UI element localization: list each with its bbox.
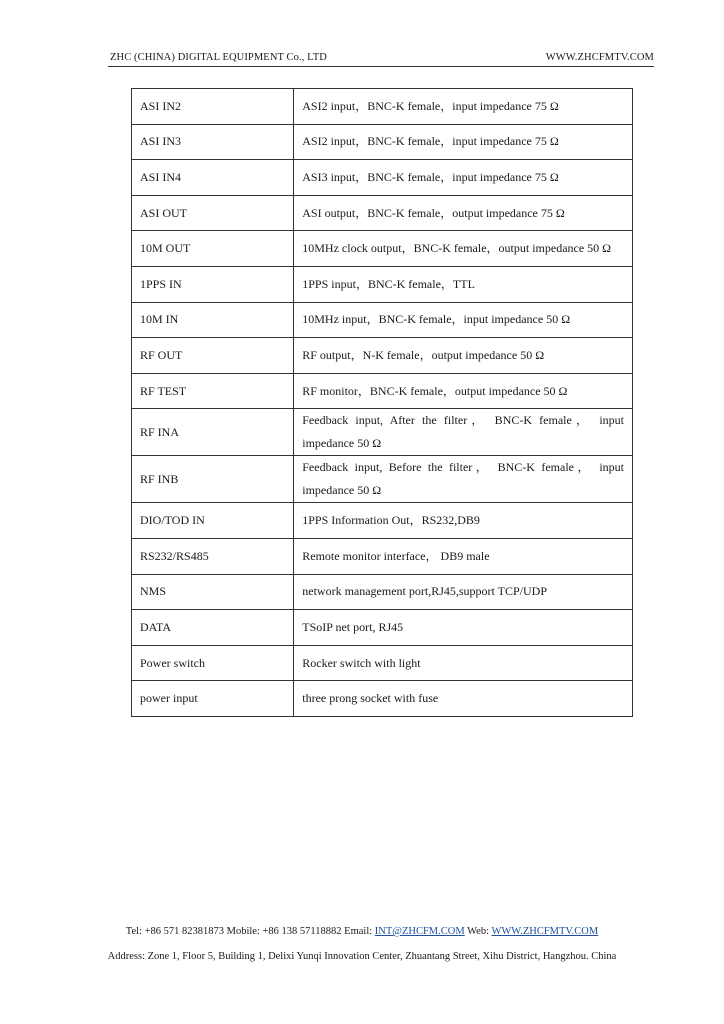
email-link[interactable]: INT@ZHCFM.COM	[374, 926, 465, 937]
port-description: network management port,RJ45,support TCP/UDP	[294, 574, 633, 610]
port-name: RS232/RS485	[132, 538, 294, 574]
table-row	[132, 574, 633, 610]
port-name: ASI IN3	[132, 124, 294, 160]
port-name: 10M IN	[132, 302, 294, 338]
port-name: RF TEST	[132, 373, 294, 409]
interface-spec-table	[131, 88, 633, 717]
table-row	[132, 409, 633, 456]
table-row	[132, 302, 633, 338]
header-website: WWW.ZHCFMTV.COM	[545, 52, 654, 63]
port-name: ASI IN4	[132, 160, 294, 196]
port-description: ASI3 input，BNC-K female，input impedance 75 Ω	[294, 160, 633, 196]
port-description: RF output，N-K female，output impedance 50 Ω	[294, 338, 633, 374]
table-row	[132, 195, 633, 231]
port-name: 10M OUT	[132, 231, 294, 267]
port-description: Remote monitor interface， DB9 male	[294, 538, 633, 574]
table-row	[132, 89, 633, 125]
table-row	[132, 160, 633, 196]
port-name: DIO/TOD IN	[132, 503, 294, 539]
port-description: Rocker switch with light	[294, 645, 633, 681]
table-row	[132, 610, 633, 646]
footer-contact	[0, 926, 724, 937]
table-row	[132, 456, 633, 503]
port-description: 1PPS input，BNC-K female，TTL	[294, 266, 633, 302]
port-name: NMS	[132, 574, 294, 610]
port-name: RF INA	[132, 409, 294, 456]
table-row	[132, 503, 633, 539]
website-link[interactable]: WWW.ZHCFMTV.COM	[491, 926, 599, 937]
port-description: Feedback input, After the filter， BNC-K female， input impedance 50 Ω	[294, 409, 633, 456]
port-name: Power switch	[132, 645, 294, 681]
table-row	[132, 373, 633, 409]
port-description: three prong socket with fuse	[294, 681, 633, 717]
table-row	[132, 124, 633, 160]
table-row	[132, 231, 633, 267]
port-description: 10MHz clock output，BNC-K female，output impedance 50 Ω	[294, 231, 633, 267]
port-description: TSoIP net port, RJ45	[294, 610, 633, 646]
port-description: ASI2 input，BNC-K female，input impedance 75 Ω	[294, 124, 633, 160]
footer-web-label: Web:	[467, 926, 490, 937]
port-description: 10MHz input，BNC-K female，input impedance 50 Ω	[294, 302, 633, 338]
footer-contact-text: Tel: +86 571 82381873 Mobile: +86 138 57118882 Email:	[125, 926, 373, 937]
port-name: RF OUT	[132, 338, 294, 374]
port-name: ASI OUT	[132, 195, 294, 231]
port-name: DATA	[132, 610, 294, 646]
table-row	[132, 266, 633, 302]
company-name: ZHC (CHINA) DIGITAL EQUIPMENT Co., LTD	[110, 52, 327, 63]
port-name: ASI IN2	[132, 89, 294, 125]
table-row	[132, 645, 633, 681]
table-row	[132, 538, 633, 574]
port-name: 1PPS IN	[132, 266, 294, 302]
table-row	[132, 681, 633, 717]
table-row	[132, 338, 633, 374]
port-description: 1PPS Information Out，RS232,DB9	[294, 503, 633, 539]
port-name: power input	[132, 681, 294, 717]
port-name: RF INB	[132, 456, 294, 503]
port-description: ASI2 input，BNC-K female，input impedance 75 Ω	[294, 89, 633, 125]
port-description: RF monitor，BNC-K female，output impedance 50 Ω	[294, 373, 633, 409]
port-description: Feedback input, Before the filter， BNC-K female， input impedance 50 Ω	[294, 456, 633, 503]
header-divider	[108, 66, 654, 67]
port-description: ASI output，BNC-K female，output impedance 75 Ω	[294, 195, 633, 231]
footer-address: Address: Zone 1, Floor 5, Building 1, Delixi Yunqi Innovation Center, Zhuantang Street, Xihu District, Hangzhou. China	[107, 951, 617, 962]
